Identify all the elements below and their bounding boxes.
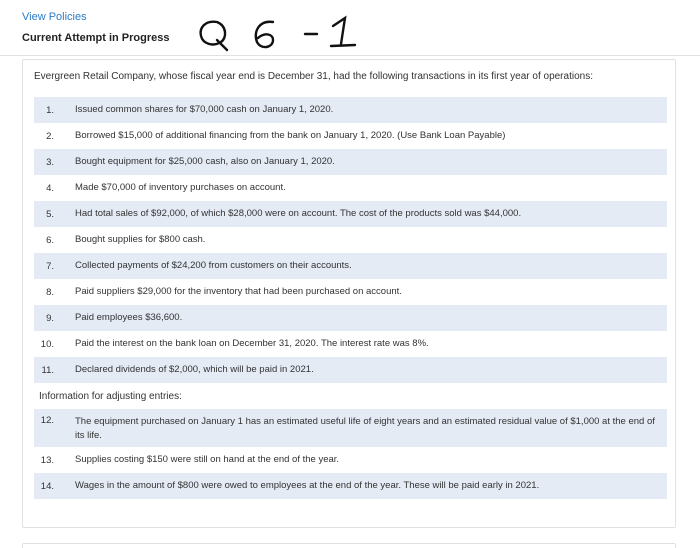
item-number: 11. (41, 364, 54, 376)
item-text: Had total sales of $92,000, of which $28,000 were on account. The cost of the products sold was $44,000. (75, 208, 522, 219)
item-number: 4. (46, 182, 54, 194)
item-number: 3. (46, 156, 54, 168)
view-policies-link[interactable]: View Policies (22, 11, 87, 23)
question-card (22, 59, 676, 528)
item-text: Issued common shares for $70,000 cash on January 1, 2020. (75, 104, 334, 115)
item-number: 14. (40, 480, 54, 492)
item-text: Bought equipment for $25,000 cash, also on January 1, 2020. (75, 156, 335, 167)
transaction-row-3 (34, 149, 667, 175)
item-text: Made $70,000 of inventory purchases on account. (75, 182, 286, 193)
item-number: 1. (46, 104, 54, 116)
adjustment-row-13 (34, 447, 667, 473)
attempt-status: Current Attempt in Progress (22, 32, 170, 44)
item-number: 13. (40, 454, 54, 466)
adjusting-entries-label: Information for adjusting entries: (39, 390, 182, 402)
item-text: Collected payments of $24,200 from customers on their accounts. (75, 260, 352, 271)
transaction-row-5 (34, 201, 667, 227)
item-text: Supplies costing $150 were still on hand at the end of the year. (75, 454, 340, 465)
handwritten-note-q6-1 (195, 14, 365, 54)
adjustment-row-14 (34, 473, 667, 499)
item-number: 12. (40, 415, 54, 426)
transaction-row-8 (34, 279, 667, 305)
transaction-row-1 (34, 97, 667, 123)
next-section-card (22, 543, 676, 548)
item-text: The equipment purchased on January 1 has an estimated useful life of eight years and an estimated residual value of $1,000 at the end of its life. (75, 416, 655, 441)
item-number: 9. (46, 312, 54, 324)
header-divider (0, 55, 700, 56)
item-number: 8. (46, 286, 54, 298)
item-number: 6. (46, 234, 54, 246)
transaction-row-7 (34, 253, 667, 279)
item-text: Borrowed $15,000 of additional financing from the bank on January 1, 2020. (Use Bank Loan Payable) (75, 130, 506, 141)
item-text: Paid employees $36,600. (75, 312, 183, 323)
item-text: Bought supplies for $800 cash. (75, 234, 206, 245)
question-intro: Evergreen Retail Company, whose fiscal year end is December 31, had the following transactions in its first year of operations: (34, 71, 593, 82)
item-text: Wages in the amount of $800 were owed to employees at the end of the year. These will be paid early in 2021. (75, 480, 540, 491)
item-number: 10. (40, 338, 54, 350)
transaction-list (34, 97, 667, 499)
transaction-row-10 (34, 331, 667, 357)
transaction-row-4 (34, 175, 667, 201)
item-text: Paid the interest on the bank loan on December 31, 2020. The interest rate was 8%. (75, 338, 429, 349)
item-text: Paid suppliers $29,000 for the inventory that had been purchased on account. (75, 286, 402, 297)
transaction-row-6 (34, 227, 667, 253)
item-number: 2. (46, 130, 54, 142)
transaction-row-9 (34, 305, 667, 331)
item-number: 5. (46, 208, 54, 220)
adjustment-row-12 (34, 409, 667, 447)
transaction-row-2 (34, 123, 667, 149)
transaction-row-11 (34, 357, 667, 383)
item-text: Declared dividends of $2,000, which will be paid in 2021. (75, 364, 314, 375)
item-number: 7. (46, 260, 54, 272)
